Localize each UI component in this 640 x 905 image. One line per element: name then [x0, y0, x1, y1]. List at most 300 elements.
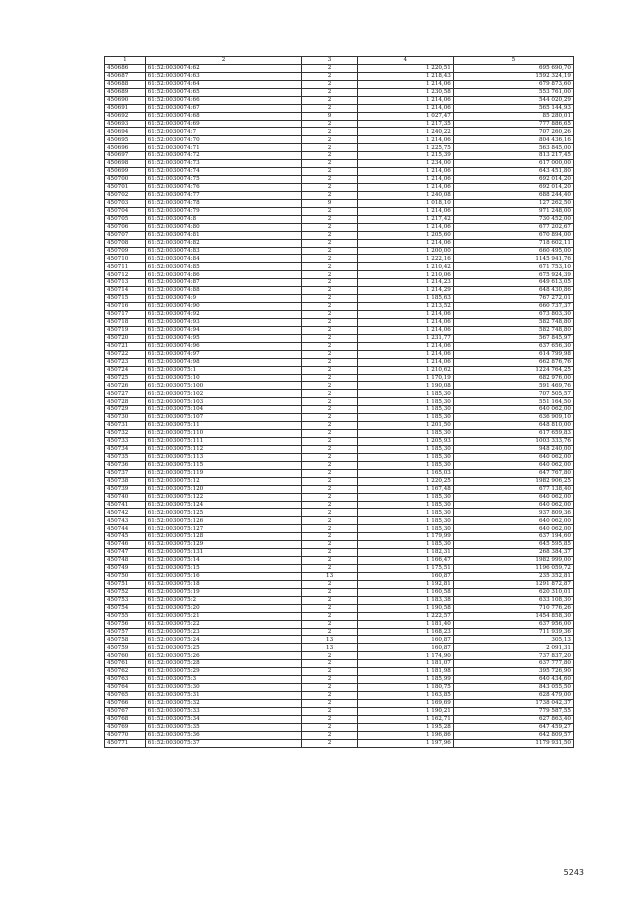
row-number-cell: 450769 [105, 723, 146, 731]
cadastral-number-cell: 61:52:0030074:79 [145, 207, 302, 215]
table-row [105, 628, 574, 636]
specific-value-cell: 160,87 [357, 572, 453, 580]
row-number-cell: 450767 [105, 707, 146, 715]
specific-value-cell: 1 214,06 [357, 318, 453, 326]
table-row [105, 414, 574, 422]
table-row [105, 445, 574, 453]
specific-value-cell: 1 214,06 [357, 350, 453, 358]
table-row [105, 239, 574, 247]
cadastral-number-cell: 61:52:0030075:122 [145, 493, 302, 501]
table-row [105, 295, 574, 303]
category-code-cell: 9 [302, 199, 357, 207]
cadastral-value-cell: 677 202,67 [453, 223, 573, 231]
specific-value-cell: 1 183,38 [357, 596, 453, 604]
category-code-cell: 2 [302, 136, 357, 144]
category-code-cell: 2 [302, 255, 357, 263]
table-row [105, 104, 574, 112]
cadastral-number-cell: 61:52:0030074:96 [145, 342, 302, 350]
specific-value-cell: 1 179,99 [357, 533, 453, 541]
cadastral-value-cell: 553 761,00 [453, 88, 573, 96]
category-code-cell: 2 [302, 684, 357, 692]
cadastral-value-cell: 633 108,30 [453, 596, 573, 604]
specific-value-cell: 1 185,30 [357, 461, 453, 469]
table-row [105, 279, 574, 287]
cadastral-value-cell: 1179 931,50 [453, 739, 573, 747]
row-number-cell: 450737 [105, 469, 146, 477]
table-row [105, 684, 574, 692]
specific-value-cell: 1 165,03 [357, 469, 453, 477]
cadastral-value-cell: 637 656,30 [453, 342, 573, 350]
specific-value-cell: 1 182,31 [357, 549, 453, 557]
row-number-cell: 450750 [105, 572, 146, 580]
cadastral-value-cell: 565 144,93 [453, 104, 573, 112]
cadastral-value-cell: 1738 042,37 [453, 699, 573, 707]
cadastral-value-cell: 1196 059,72 [453, 565, 573, 573]
category-code-cell: 2 [302, 128, 357, 136]
table-row [105, 533, 574, 541]
specific-value-cell: 1 220,25 [357, 477, 453, 485]
table-row [105, 588, 574, 596]
row-number-cell: 450735 [105, 453, 146, 461]
specific-value-cell: 1 181,40 [357, 620, 453, 628]
cadastral-value-cell: 640 062,00 [453, 406, 573, 414]
table-row [105, 469, 574, 477]
cadastral-number-cell: 61:52:0030074:63 [145, 72, 302, 80]
cadastral-number-cell: 61:52:0030074:92 [145, 311, 302, 319]
row-number-cell: 450756 [105, 620, 146, 628]
row-number-cell: 450720 [105, 334, 146, 342]
category-code-cell: 2 [302, 80, 357, 88]
table-row [105, 692, 574, 700]
table-row [105, 374, 574, 382]
cadastral-value-cell: 268 384,37 [453, 549, 573, 557]
table-row [105, 96, 574, 104]
cadastral-number-cell: 61:52:0030075:103 [145, 398, 302, 406]
category-code-cell: 2 [302, 557, 357, 565]
category-code-cell: 2 [302, 414, 357, 422]
cadastral-number-cell: 61:52:0030075:31 [145, 692, 302, 700]
table-row [105, 263, 574, 271]
category-code-cell: 2 [302, 366, 357, 374]
category-code-cell: 2 [302, 676, 357, 684]
cadastral-value-cell: 645 595,85 [453, 541, 573, 549]
row-number-cell: 450753 [105, 596, 146, 604]
table-row [105, 144, 574, 152]
row-number-cell: 450755 [105, 612, 146, 620]
cadastral-number-cell: 61:52:0030074:85 [145, 263, 302, 271]
category-code-cell: 2 [302, 517, 357, 525]
cadastral-number-cell: 61:52:0030075:28 [145, 660, 302, 668]
cadastral-value-cell: 1592 324,19 [453, 72, 573, 80]
specific-value-cell: 1 167,48 [357, 485, 453, 493]
row-number-cell: 450716 [105, 303, 146, 311]
cadastral-number-cell: 61:52:0030074:65 [145, 88, 302, 96]
row-number-cell: 450743 [105, 517, 146, 525]
cadastral-value-cell: 1982 999,00 [453, 557, 573, 565]
cadastral-value-cell: 642 809,57 [453, 731, 573, 739]
cadastral-value-cell: 710 776,26 [453, 604, 573, 612]
row-number-cell: 450732 [105, 430, 146, 438]
specific-value-cell: 1 027,47 [357, 112, 453, 120]
cadastral-number-cell: 61:52:0030074:81 [145, 231, 302, 239]
specific-value-cell: 1 185,30 [357, 501, 453, 509]
specific-value-cell: 1 240,08 [357, 191, 453, 199]
category-code-cell: 2 [302, 739, 357, 747]
category-code-cell: 2 [302, 334, 357, 342]
category-code-cell: 2 [302, 191, 357, 199]
cadastral-value-cell: 1982 906,25 [453, 477, 573, 485]
cadastral-value-cell: 305,13 [453, 636, 573, 644]
category-code-cell: 2 [302, 64, 357, 72]
table-row [105, 136, 574, 144]
category-code-cell: 2 [302, 453, 357, 461]
category-code-cell: 2 [302, 120, 357, 128]
row-number-cell: 450759 [105, 644, 146, 652]
category-code-cell: 2 [302, 723, 357, 731]
cadastral-number-cell: 61:52:0030074:84 [145, 255, 302, 263]
cadastral-value-cell: 730 452,00 [453, 215, 573, 223]
cadastral-value-cell: 582 748,80 [453, 326, 573, 334]
cadastral-number-cell: 61:52:0030075:25 [145, 644, 302, 652]
category-code-cell: 2 [302, 422, 357, 430]
category-code-cell: 2 [302, 398, 357, 406]
category-code-cell: 2 [302, 390, 357, 398]
table-row [105, 596, 574, 604]
cadastral-value-cell: 1291 872,87 [453, 580, 573, 588]
row-number-cell: 450749 [105, 565, 146, 573]
table-row [105, 636, 574, 644]
cadastral-value-cell: 617 659,83 [453, 430, 573, 438]
category-code-cell: 2 [302, 263, 357, 271]
row-number-cell: 450728 [105, 398, 146, 406]
cadastral-value-cell: 1454 858,30 [453, 612, 573, 620]
cadastral-value-cell: 551 164,50 [453, 398, 573, 406]
header-row [105, 57, 574, 65]
cadastral-number-cell: 61:52:0030075:131 [145, 549, 302, 557]
table-row [105, 168, 574, 176]
specific-value-cell: 1 217,35 [357, 120, 453, 128]
row-number-cell: 450707 [105, 231, 146, 239]
specific-value-cell: 1 185,30 [357, 390, 453, 398]
specific-value-cell: 1 185,30 [357, 398, 453, 406]
row-number-cell: 450686 [105, 64, 146, 72]
row-number-cell: 450717 [105, 311, 146, 319]
cadastral-number-cell: 61:52:0030074:77 [145, 191, 302, 199]
table-row [105, 501, 574, 509]
row-number-cell: 450704 [105, 207, 146, 215]
cadastral-number-cell: 61:52:0030075:21 [145, 612, 302, 620]
cadastral-value-cell: 1003 333,76 [453, 438, 573, 446]
table-row [105, 80, 574, 88]
table-row [105, 72, 574, 80]
cadastral-number-cell: 61:52:0030075:23 [145, 628, 302, 636]
row-number-cell: 450771 [105, 739, 146, 747]
category-code-cell: 2 [302, 271, 357, 279]
table-row [105, 715, 574, 723]
cadastral-value-cell: 235 352,81 [453, 572, 573, 580]
category-code-cell: 2 [302, 430, 357, 438]
cadastral-value-cell: 640 062,00 [453, 493, 573, 501]
row-number-cell: 450696 [105, 144, 146, 152]
cadastral-number-cell: 61:52:0030074:62 [145, 64, 302, 72]
cadastral-number-cell: 61:52:0030075:30 [145, 684, 302, 692]
cadastral-number-cell: 61:52:0030074:70 [145, 136, 302, 144]
cadastral-value-cell: 648 810,00 [453, 422, 573, 430]
page-number: 5243 [563, 868, 584, 877]
table-row [105, 557, 574, 565]
category-code-cell: 2 [302, 318, 357, 326]
table-row [105, 660, 574, 668]
row-number-cell: 450768 [105, 715, 146, 723]
row-number-cell: 450691 [105, 104, 146, 112]
row-number-cell: 450739 [105, 485, 146, 493]
cadastral-number-cell: 61:52:0030074:94 [145, 326, 302, 334]
cadastral-number-cell: 61:52:0030075:24 [145, 636, 302, 644]
cadastral-number-cell: 61:52:0030075:35 [145, 723, 302, 731]
category-code-cell: 2 [302, 445, 357, 453]
specific-value-cell: 1 214,29 [357, 287, 453, 295]
cadastral-value-cell: 628 479,00 [453, 692, 573, 700]
specific-value-cell: 1 185,30 [357, 541, 453, 549]
cadastral-value-cell: 937 809,36 [453, 509, 573, 517]
row-number-cell: 450723 [105, 358, 146, 366]
row-number-cell: 450748 [105, 557, 146, 565]
cadastral-value-cell: 637 777,80 [453, 660, 573, 668]
cadastral-value-cell: 660 737,37 [453, 303, 573, 311]
table-row [105, 334, 574, 342]
category-code-cell: 2 [302, 668, 357, 676]
cadastral-value-cell: 85 280,01 [453, 112, 573, 120]
table-row [105, 199, 574, 207]
specific-value-cell: 1 197,96 [357, 739, 453, 747]
cadastral-value-cell: 567 845,97 [453, 334, 573, 342]
table-row [105, 160, 574, 168]
table-row [105, 176, 574, 184]
specific-value-cell: 1 210,06 [357, 271, 453, 279]
row-number-cell: 450741 [105, 501, 146, 509]
row-number-cell: 450690 [105, 96, 146, 104]
cadastral-number-cell: 61:52:0030074:66 [145, 96, 302, 104]
table-row [105, 311, 574, 319]
cadastral-number-cell: 61:52:0030074:97 [145, 350, 302, 358]
table-row [105, 453, 574, 461]
cadastral-number-cell: 61:52:0030074:75 [145, 176, 302, 184]
table-row [105, 247, 574, 255]
category-code-cell: 2 [302, 311, 357, 319]
specific-value-cell: 1 214,06 [357, 96, 453, 104]
cadastral-number-cell: 61:52:0030074:87 [145, 279, 302, 287]
cadastral-value-cell: 779 587,55 [453, 707, 573, 715]
row-number-cell: 450726 [105, 382, 146, 390]
specific-value-cell: 1 181,98 [357, 668, 453, 676]
table-row [105, 485, 574, 493]
cadastral-value-cell: 2 091,31 [453, 644, 573, 652]
cadastral-value-cell: 640 434,60 [453, 676, 573, 684]
table-row [105, 120, 574, 128]
table-row [105, 112, 574, 120]
cadastral-value-cell: 695 690,70 [453, 64, 573, 72]
category-code-cell: 2 [302, 160, 357, 168]
cadastral-value-cell: 971 248,00 [453, 207, 573, 215]
category-code-cell: 2 [302, 144, 357, 152]
row-number-cell: 450754 [105, 604, 146, 612]
row-number-cell: 450731 [105, 422, 146, 430]
category-code-cell: 9 [302, 112, 357, 120]
specific-value-cell: 1 214,06 [357, 104, 453, 112]
cadastral-value-cell: 948 240,00 [453, 445, 573, 453]
category-code-cell: 2 [302, 565, 357, 573]
specific-value-cell: 1 185,30 [357, 453, 453, 461]
row-number-cell: 450689 [105, 88, 146, 96]
table-row [105, 430, 574, 438]
cadastral-number-cell: 61:52:0030074:71 [145, 144, 302, 152]
row-number-cell: 450760 [105, 652, 146, 660]
category-code-cell: 2 [302, 184, 357, 192]
row-number-cell: 450752 [105, 588, 146, 596]
table-row [105, 128, 574, 136]
row-number-cell: 450702 [105, 191, 146, 199]
table-header [105, 57, 574, 65]
row-number-cell: 450733 [105, 438, 146, 446]
category-code-cell: 2 [302, 342, 357, 350]
cadastral-value-cell: 711 939,36 [453, 628, 573, 636]
specific-value-cell: 1 190,08 [357, 382, 453, 390]
specific-value-cell: 1 213,52 [357, 303, 453, 311]
category-code-cell: 2 [302, 215, 357, 223]
row-number-cell: 450721 [105, 342, 146, 350]
table-row [105, 223, 574, 231]
row-number-cell: 450713 [105, 279, 146, 287]
cadastral-number-cell: 61:52:0030075:119 [145, 469, 302, 477]
row-number-cell: 450763 [105, 676, 146, 684]
row-number-cell: 450697 [105, 152, 146, 160]
category-code-cell: 2 [302, 692, 357, 700]
table-row [105, 604, 574, 612]
table-row [105, 676, 574, 684]
cadastral-number-cell: 61:52:0030075:124 [145, 501, 302, 509]
cadastral-number-cell: 61:52:0030075:120 [145, 485, 302, 493]
table-row [105, 287, 574, 295]
row-number-cell: 450699 [105, 168, 146, 176]
specific-value-cell: 1 240,22 [357, 128, 453, 136]
specific-value-cell: 160,87 [357, 636, 453, 644]
cadastral-value-cell: 804 436,16 [453, 136, 573, 144]
row-number-cell: 450705 [105, 215, 146, 223]
specific-value-cell: 1 185,30 [357, 414, 453, 422]
cadastral-value-cell: 692 014,20 [453, 176, 573, 184]
specific-value-cell: 1 214,06 [357, 342, 453, 350]
cadastral-value-cell: 692 014,20 [453, 184, 573, 192]
row-number-cell: 450751 [105, 580, 146, 588]
specific-value-cell: 1 200,00 [357, 247, 453, 255]
cadastral-value-cell: 614 799,98 [453, 350, 573, 358]
table-row [105, 303, 574, 311]
row-number-cell: 450718 [105, 318, 146, 326]
table-row [105, 358, 574, 366]
category-code-cell: 2 [302, 207, 357, 215]
specific-value-cell: 1 214,06 [357, 358, 453, 366]
specific-value-cell: 1 214,06 [357, 223, 453, 231]
table-row [105, 207, 574, 215]
column-header-4: 4 [357, 57, 453, 65]
category-code-cell: 2 [302, 104, 357, 112]
row-number-cell: 450715 [105, 295, 146, 303]
table-row [105, 271, 574, 279]
category-code-cell: 2 [302, 699, 357, 707]
specific-value-cell: 1 169,69 [357, 699, 453, 707]
cadastral-number-cell: 61:52:0030074:80 [145, 223, 302, 231]
row-number-cell: 450729 [105, 406, 146, 414]
table-row [105, 366, 574, 374]
cadastral-value-cell: 640 062,00 [453, 461, 573, 469]
row-number-cell: 450694 [105, 128, 146, 136]
cadastral-value-cell: 649 613,05 [453, 279, 573, 287]
cadastral-value-cell: 660 495,00 [453, 247, 573, 255]
cadastral-value-cell: 662 876,76 [453, 358, 573, 366]
cadastral-number-cell: 61:52:0030074:90 [145, 303, 302, 311]
cadastral-value-cell: 637 194,60 [453, 533, 573, 541]
category-code-cell: 2 [302, 295, 357, 303]
cadastral-value-cell: 617 000,00 [453, 160, 573, 168]
cadastral-number-cell: 61:52:0030074:73 [145, 160, 302, 168]
cadastral-value-cell: 640 062,00 [453, 517, 573, 525]
table-row [105, 152, 574, 160]
row-number-cell: 450747 [105, 549, 146, 557]
cadastral-value-cell: 843 055,50 [453, 684, 573, 692]
cadastral-value-cell: 707 260,26 [453, 128, 573, 136]
cadastral-number-cell: 61:52:0030075:1 [145, 366, 302, 374]
row-number-cell: 450738 [105, 477, 146, 485]
cadastral-number-cell: 61:52:0030075:16 [145, 572, 302, 580]
category-code-cell: 2 [302, 731, 357, 739]
row-number-cell: 450765 [105, 692, 146, 700]
row-number-cell: 450709 [105, 247, 146, 255]
table-row [105, 572, 574, 580]
category-code-cell: 2 [302, 493, 357, 501]
table-row [105, 215, 574, 223]
cadastral-value-cell: 671 753,10 [453, 263, 573, 271]
cadastral-number-cell: 61:52:0030075:14 [145, 557, 302, 565]
specific-value-cell: 1 163,85 [357, 692, 453, 700]
row-number-cell: 450764 [105, 684, 146, 692]
cadastral-number-cell: 61:52:0030075:129 [145, 541, 302, 549]
specific-value-cell: 1 222,57 [357, 612, 453, 620]
specific-value-cell: 1 210,62 [357, 366, 453, 374]
table-row [105, 739, 574, 747]
specific-value-cell: 1 215,39 [357, 152, 453, 160]
category-code-cell: 2 [302, 596, 357, 604]
cadastral-value-cell: 682 976,00 [453, 374, 573, 382]
cadastral-number-cell: 61:52:0030074:67 [145, 104, 302, 112]
row-number-cell: 450725 [105, 374, 146, 382]
table-row [105, 382, 574, 390]
row-number-cell: 450693 [105, 120, 146, 128]
category-code-cell: 2 [302, 509, 357, 517]
cadastral-value-cell: 640 062,00 [453, 525, 573, 533]
row-number-cell: 450727 [105, 390, 146, 398]
cadastral-number-cell: 61:52:0030075:37 [145, 739, 302, 747]
row-number-cell: 450766 [105, 699, 146, 707]
specific-value-cell: 1 166,47 [357, 557, 453, 565]
row-number-cell: 450744 [105, 525, 146, 533]
table-row [105, 612, 574, 620]
category-code-cell: 2 [302, 239, 357, 247]
table-row [105, 342, 574, 350]
category-code-cell: 2 [302, 231, 357, 239]
category-code-cell: 2 [302, 477, 357, 485]
specific-value-cell: 1 218,43 [357, 72, 453, 80]
table-row [105, 390, 574, 398]
